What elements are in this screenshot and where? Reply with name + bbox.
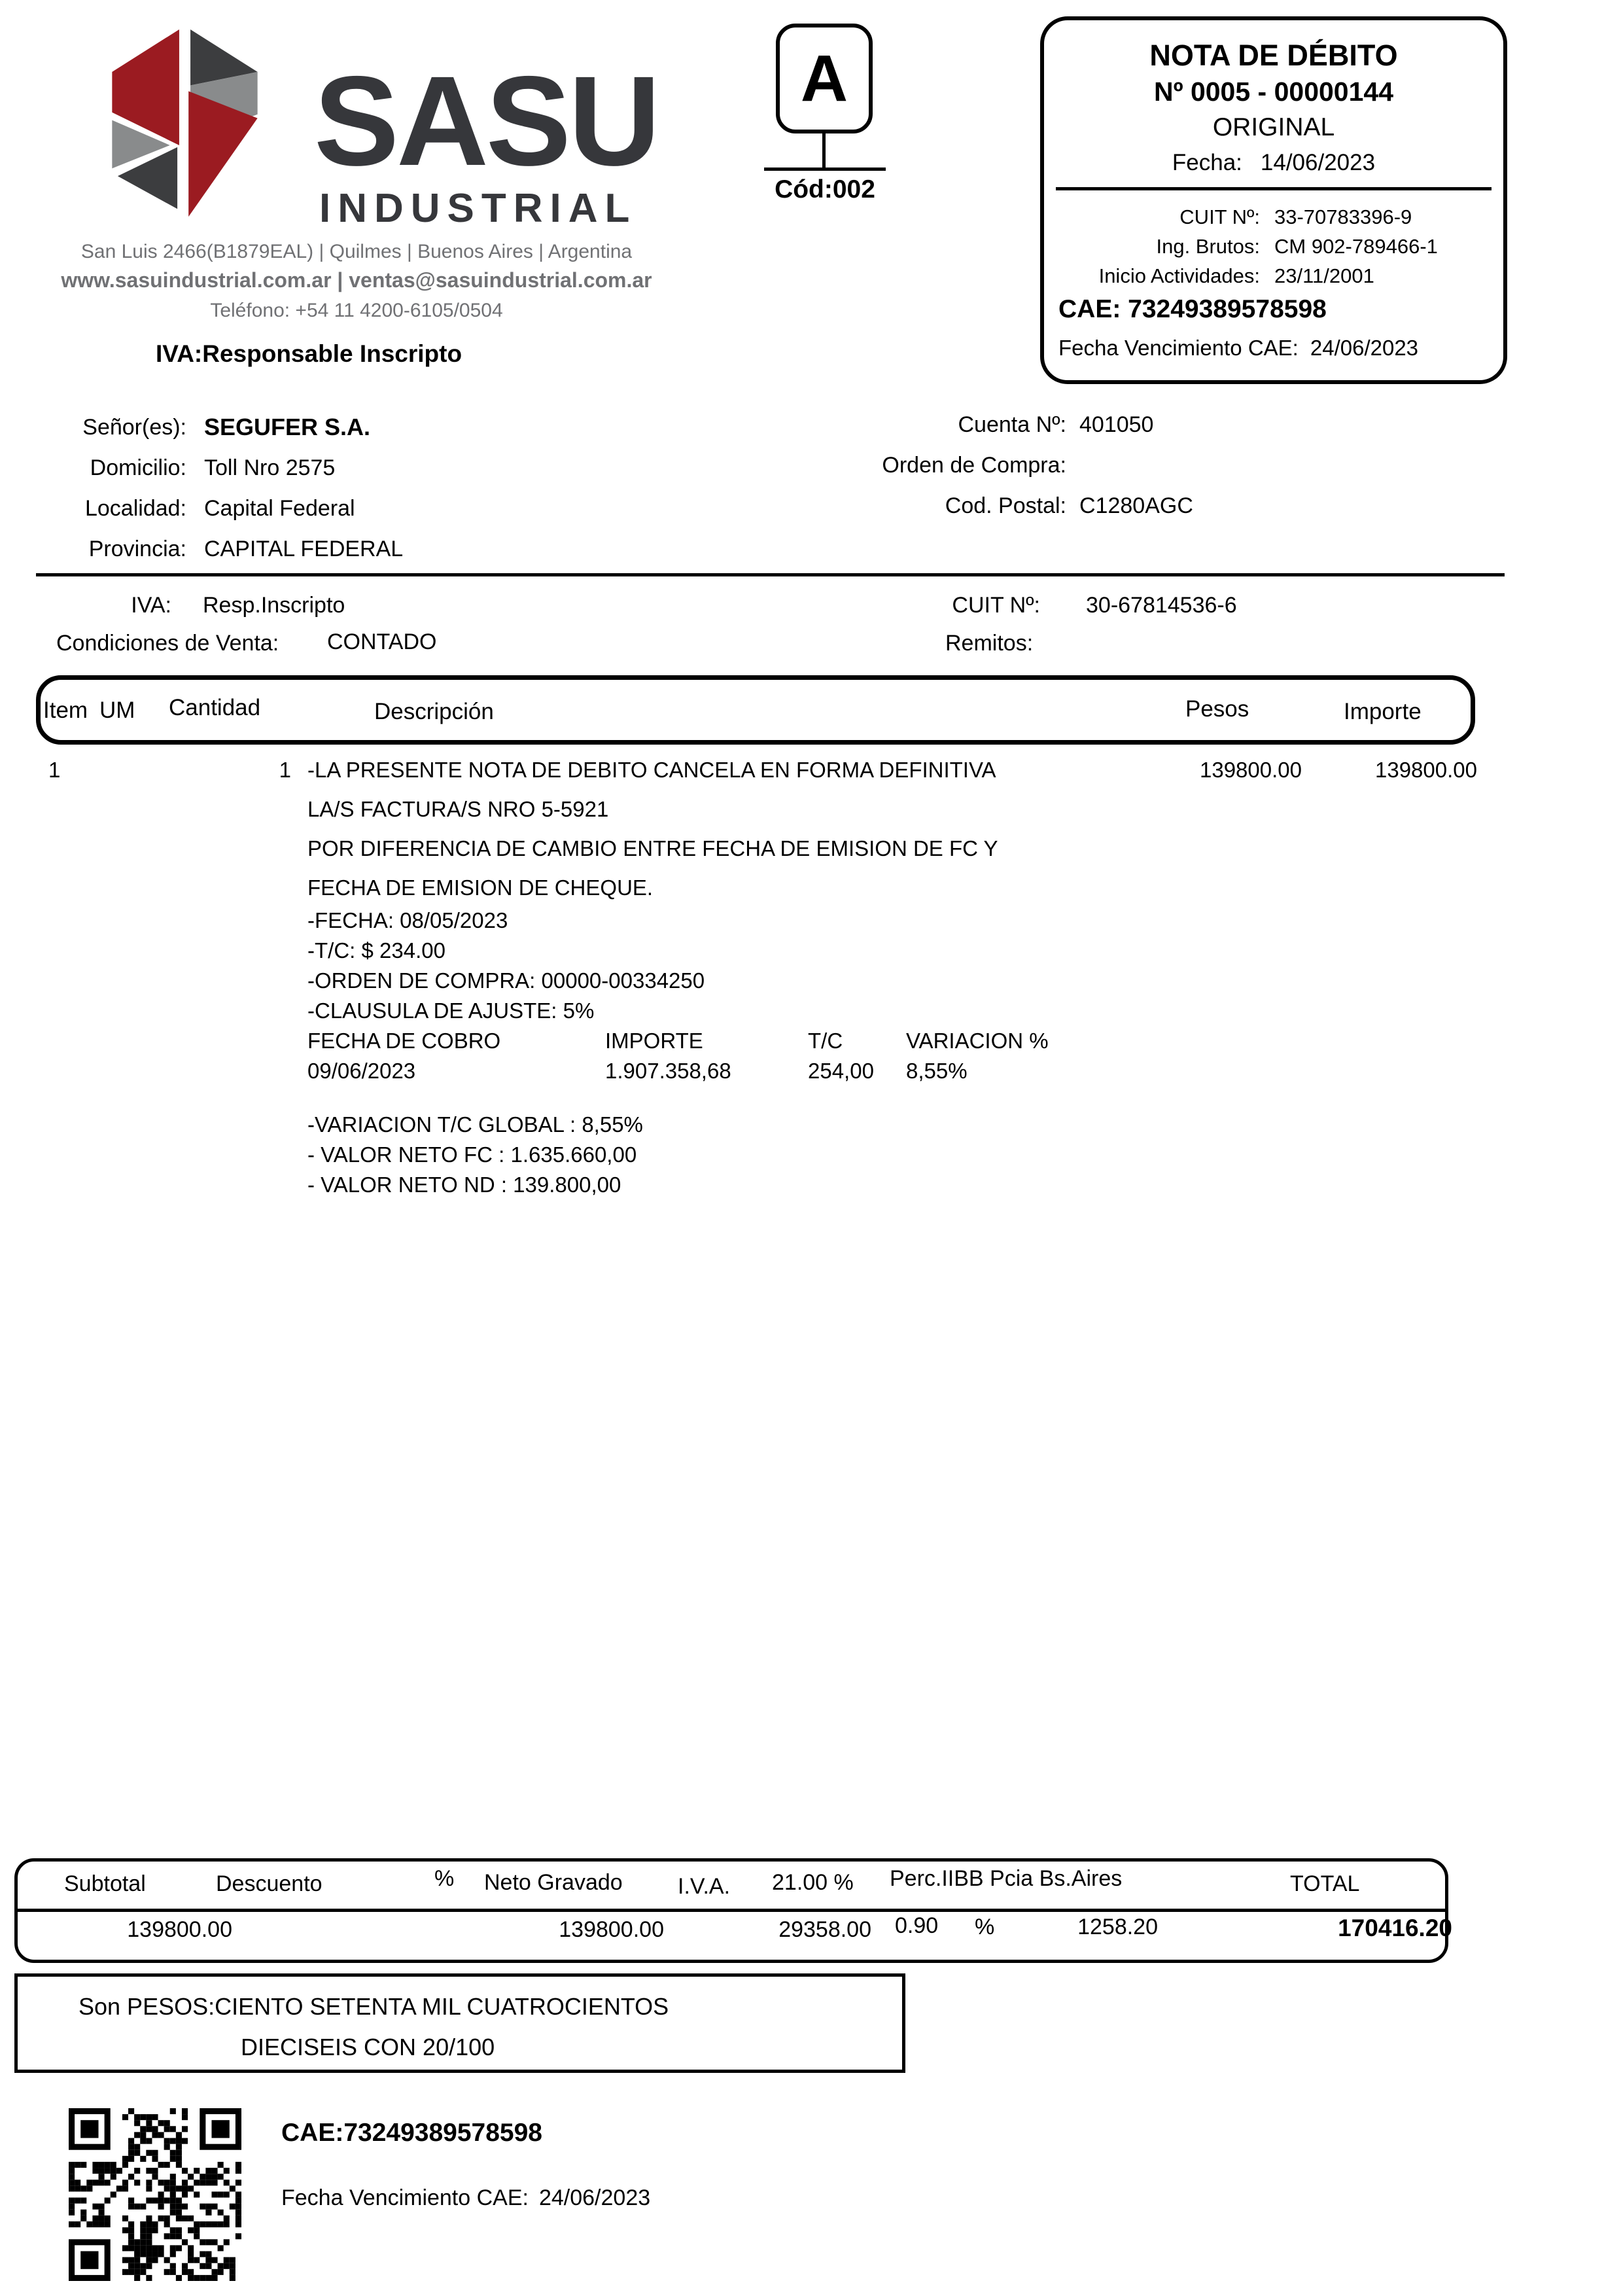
- company-name-secondary: INDUSTRIAL: [319, 186, 637, 231]
- footer-cae: CAE:73249389578598: [281, 2119, 542, 2147]
- cobro-value-line: [307, 1059, 968, 1084]
- sale-conditions-value: CONTADO: [327, 629, 437, 654]
- cobro-tc-value: 254,00: [808, 1059, 874, 1083]
- customer-cuit-label: CUIT Nº:: [952, 593, 1040, 618]
- row-item-number: 1: [48, 758, 61, 782]
- totals-header-neto: Neto Gravado: [484, 1870, 623, 1895]
- invoice-date-value: 14/06/2023: [1260, 150, 1376, 175]
- totals-divider: [18, 1909, 1445, 1912]
- customer-iva-value: Resp.Inscripto: [203, 593, 345, 618]
- totals-header-iva: I.V.A.: [678, 1874, 731, 1899]
- amount-words-line2: DIECISEIS CON 20/100: [241, 2034, 495, 2060]
- remitos-label: Remitos:: [945, 631, 1034, 656]
- doc-letter-connector-vertical: [822, 133, 826, 169]
- invoice-date-row: [1044, 150, 1503, 176]
- invoice-cae-expiry-label: Fecha Vencimiento CAE:: [1058, 336, 1299, 360]
- row-description-line: -LA PRESENTE NOTA DE DEBITO CANCELA EN FORMA DEFINITIVA: [307, 758, 996, 782]
- col-header-um: UM: [99, 698, 135, 723]
- col-header-importe: Importe: [1344, 699, 1422, 724]
- customer-address-label: Domicilio:: [90, 455, 186, 480]
- company-web-email: www.sasuindustrial.com.ar | ventas@sasuindustrial.com.ar: [61, 268, 652, 292]
- description-line: LA/S FACTURA/S NRO 5-5921: [307, 797, 609, 821]
- customer-city-label: Localidad:: [84, 496, 186, 521]
- totals-header-descuento: Descuento: [216, 1871, 323, 1896]
- invoice-cae-expiry-row: [1058, 336, 1418, 361]
- cobro-header-importe: IMPORTE: [605, 1029, 703, 1053]
- col-header-pesos: Pesos: [1185, 696, 1249, 722]
- description-line: -T/C: $ 234.00: [307, 938, 445, 963]
- cobro-variacion-value: 8,55%: [906, 1059, 968, 1083]
- invoice-number: Nº 0005 - 00000144: [1153, 77, 1394, 107]
- company-header: [0, 0, 720, 380]
- col-header-descripcion: Descripción: [374, 699, 494, 724]
- description-line: FECHA DE EMISION DE CHEQUE.: [307, 875, 654, 900]
- invoice-cae-expiry-value: 24/06/2023: [1310, 336, 1419, 360]
- postal-code-value: C1280AGC: [1079, 493, 1193, 518]
- totals-perc-sign: %: [975, 1915, 995, 1939]
- doc-letter-connector-horizontal: [764, 168, 886, 171]
- issuer-cuit-label: CUIT Nº:: [1179, 205, 1260, 228]
- customer-province-label: Provincia:: [88, 537, 186, 561]
- customer-account-value: 401050: [1079, 412, 1154, 437]
- col-header-item: Item: [43, 698, 88, 723]
- invoice-box-divider: [1056, 187, 1492, 190]
- doc-letter-box: [776, 24, 873, 133]
- customer-divider: [36, 573, 1505, 576]
- sale-conditions-label: Condiciones de Venta:: [56, 631, 279, 656]
- totals-perc-rate: 0.90: [895, 1913, 939, 1938]
- customer-name-label: Señor(es):: [82, 415, 186, 440]
- doc-code-label: Cód:002: [775, 175, 875, 203]
- issuer-inicio-label: Inicio Actividades:: [1098, 264, 1260, 287]
- customer-account-label: Cuenta Nº:: [958, 412, 1066, 437]
- cobro-header-variacion: VARIACION %: [906, 1029, 1049, 1053]
- row-importe: 139800.00: [1375, 758, 1477, 782]
- company-address: San Luis 2466(B1879EAL) | Quilmes | Buenos Aires | Argentina: [80, 241, 633, 262]
- totals-header-iva-rate: 21.00 %: [772, 1870, 854, 1895]
- doc-letter: A: [800, 42, 848, 115]
- description-line: - VALOR NETO FC : 1.635.660,00: [307, 1142, 637, 1167]
- invoice-cae: CAE: 73249389578598: [1058, 295, 1327, 323]
- customer-iva-label: IVA:: [131, 593, 171, 618]
- col-header-cantidad: Cantidad: [169, 695, 261, 720]
- cobro-header-tc: T/C: [808, 1029, 843, 1053]
- footer-cae-expiry-label: Fecha Vencimiento CAE:: [281, 2185, 529, 2210]
- cobro-importe-value: 1.907.358,68: [605, 1059, 731, 1083]
- invoice-title: NOTA DE DÉBITO: [1149, 39, 1398, 72]
- invoice-info-box: [1040, 16, 1507, 384]
- company-phone: Teléfono: +54 11 4200-6105/0504: [210, 300, 503, 321]
- invoice-date-label: Fecha:: [1172, 150, 1242, 175]
- company-logo-icon: [92, 27, 278, 221]
- issuer-iibb-label: Ing. Brutos:: [1156, 235, 1260, 258]
- totals-total-value: 170416.20: [1338, 1915, 1452, 1941]
- description-line: -CLAUSULA DE AJUSTE: 5%: [307, 998, 595, 1023]
- customer-city-value: Capital Federal: [204, 496, 355, 521]
- cobro-header-fecha: FECHA DE COBRO: [307, 1029, 501, 1053]
- row-cantidad: 1: [279, 758, 291, 782]
- customer-name-value: SEGUFER S.A.: [204, 414, 371, 440]
- totals-neto-value: 139800.00: [559, 1917, 664, 1942]
- description-line: -ORDEN DE COMPRA: 00000-00334250: [307, 968, 705, 993]
- customer-cuit-value: 30-67814536-6: [1086, 593, 1237, 618]
- totals-header-pct: %: [434, 1866, 455, 1891]
- totals-header-perc-iibb: Perc.IIBB Pcia Bs.Aires: [890, 1866, 1123, 1891]
- issuer-inicio-value: 23/11/2001: [1274, 264, 1374, 287]
- issuer-cuit-value: 33-70783396-9: [1274, 205, 1412, 228]
- postal-code-label: Cod. Postal:: [945, 493, 1066, 518]
- invoice-copy-type: ORIGINAL: [1212, 113, 1335, 141]
- totals-iva-value: 29358.00: [778, 1917, 871, 1942]
- customer-province-value: CAPITAL FEDERAL: [204, 537, 404, 561]
- customer-address-value: Toll Nro 2575: [204, 455, 336, 480]
- cobro-header-line: [307, 1029, 1049, 1053]
- qr-code: [69, 2108, 241, 2281]
- amount-words-line1: Son PESOS:CIENTO SETENTA MIL CUATROCIENTOS: [79, 1993, 669, 2020]
- description-line: - VALOR NETO ND : 139.800,00: [307, 1173, 621, 1197]
- cobro-fecha-value: 09/06/2023: [307, 1059, 416, 1083]
- company-name: SASU: [314, 50, 658, 192]
- footer-cae-expiry-row: [281, 2185, 650, 2211]
- totals-subtotal-value: 139800.00: [127, 1917, 232, 1942]
- row-pesos: 139800.00: [1200, 758, 1302, 782]
- issuer-iibb-value: CM 902-789466-1: [1274, 235, 1438, 258]
- totals-perc-amount: 1258.20: [1077, 1915, 1158, 1939]
- totals-header-subtotal: Subtotal: [64, 1871, 146, 1896]
- company-iva-status: IVA:Responsable Inscripto: [156, 340, 462, 367]
- description-line: POR DIFERENCIA DE CAMBIO ENTRE FECHA DE EMISION DE FC Y: [307, 836, 998, 860]
- description-line: -VARIACION T/C GLOBAL : 8,55%: [307, 1112, 643, 1137]
- totals-header-total: TOTAL: [1290, 1871, 1360, 1896]
- footer-cae-expiry-value: 24/06/2023: [538, 2185, 651, 2210]
- description-line: -FECHA: 08/05/2023: [307, 908, 508, 932]
- purchase-order-label: Orden de Compra:: [882, 453, 1066, 478]
